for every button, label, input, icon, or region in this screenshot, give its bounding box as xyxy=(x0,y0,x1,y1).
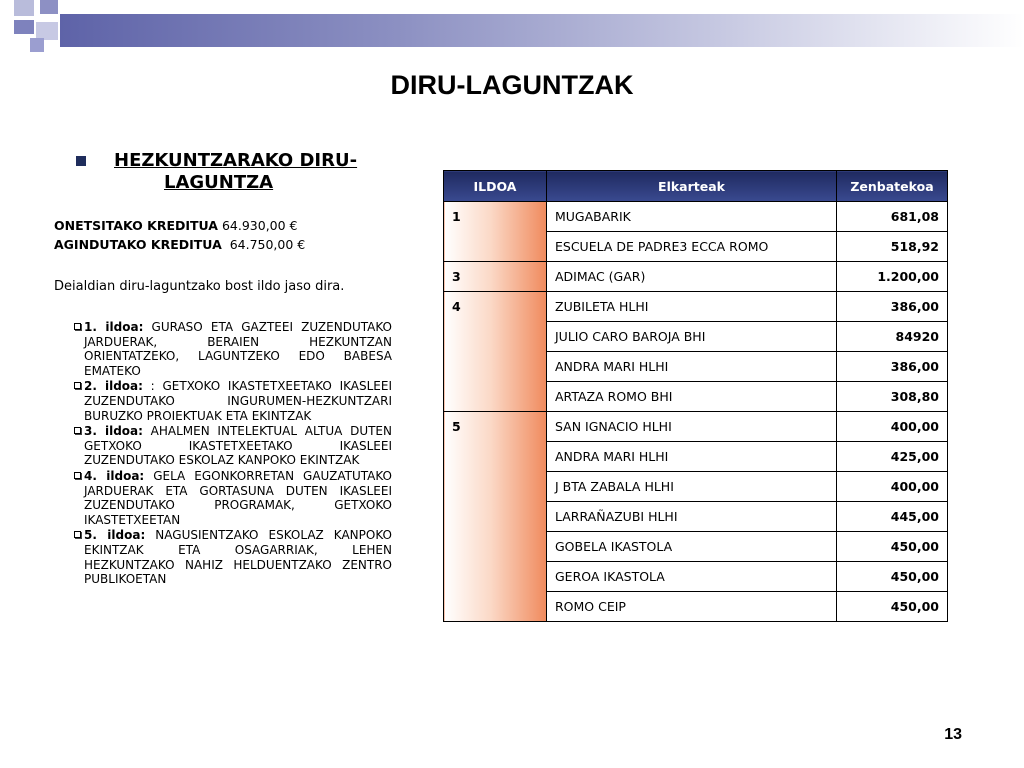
square-bullet-icon xyxy=(76,156,86,166)
ildo-text: GELA EGONKORRETAN GAUZATUTAKO JARDUERAK ETA GORTASUNA DUTEN IKASLEEI ZUZENDUTAKO PROGRAMAK, GETXOKO IKASTETXEETAN xyxy=(84,468,392,527)
section-heading xyxy=(76,150,396,194)
elkartea-cell: ANDRA MARI HLHI xyxy=(547,442,837,472)
ildo-lead: 3. ildoa: xyxy=(84,424,143,439)
intro-text: Deialdian diru-laguntzako bost ildo jaso dira. xyxy=(54,279,345,294)
elkartea-cell: ANDRA MARI HLHI xyxy=(547,352,837,382)
elkartea-cell: MUGABARIK xyxy=(547,202,837,232)
zenbatekoa-cell: 518,92 xyxy=(837,232,948,262)
table-header-row xyxy=(444,171,948,202)
grants-table xyxy=(443,170,948,622)
section-heading-line1: HEZKUNTZARAKO DIRU- xyxy=(114,150,358,171)
elkartea-cell: ROMO CEIP xyxy=(547,592,837,622)
credit-label: ONETSITAKO KREDITUA xyxy=(54,218,218,233)
elkartea-cell: GOBELA IKASTOLA xyxy=(547,532,837,562)
credit-label: AGINDUTAKO KREDITUA xyxy=(54,237,222,252)
decorative-square xyxy=(14,20,34,34)
zenbatekoa-cell: 1.200,00 xyxy=(837,262,948,292)
zenbatekoa-cell: 450,00 xyxy=(837,532,948,562)
ildo-lead: 1. ildoa: xyxy=(84,320,144,334)
elkartea-cell: GEROA IKASTOLA xyxy=(547,562,837,592)
page-title: DIRU-LAGUNTZAK xyxy=(390,70,634,100)
checkbox-bullet-icon xyxy=(74,472,81,479)
list-item xyxy=(74,320,392,378)
ildo-text: AHALMEN INTELEKTUAL ALTUA DUTEN GETXOKO IKASTETXEETAKO IKASLEEI ZUZENDUTAKO ESKOLAZ KANPOKO EKINTZAK xyxy=(84,424,392,468)
ildoa-cell: 5 xyxy=(444,412,547,622)
zenbatekoa-cell: 400,00 xyxy=(837,472,948,502)
ildo-lead: 2. ildoa: xyxy=(84,379,143,394)
ildo-lead: 5. ildoa: xyxy=(84,528,146,543)
ildo-text: : GETXOKO IKASTETXEETAKO IKASLEEI ZUZENDUTAKO INGURUMEN-HEZKUNTZARI BURUZKO PROIEKTUAK ETA EKINTZAK xyxy=(84,379,392,423)
list-item xyxy=(74,379,392,423)
zenbatekoa-cell: 386,00 xyxy=(837,292,948,322)
ildo-text: NAGUSIENTZAKO ESKOLAZ KANPOKO EKINTZAK ETA OSAGARRIAK, LEHEN HEZKUNTZAKO NAHIZ HELDUENTZAKO ZENTRO PUBLIKOETAN xyxy=(84,528,392,587)
ildo-lead: 4. ildoa: xyxy=(84,468,145,483)
ildoa-cell: 4 xyxy=(444,292,547,412)
table-row xyxy=(444,262,948,292)
elkartea-cell: ESCUELA DE PADRE3 ECCA ROMO xyxy=(547,232,837,262)
ildo-list xyxy=(74,320,392,588)
checkbox-bullet-icon xyxy=(74,382,81,389)
zenbatekoa-cell: 425,00 xyxy=(837,442,948,472)
table-row xyxy=(444,412,948,442)
ildoa-cell: 3 xyxy=(444,262,547,292)
table-row xyxy=(444,202,948,232)
elkartea-cell: ADIMAC (GAR) xyxy=(547,262,837,292)
table-row xyxy=(444,292,948,322)
ildo-text: GURASO ETA GAZTEEI ZUZENDUTAKO JARDUERAK, BERAIEN HEZKUNTZAN ORIENTATZEKO, LAGUNTZEKO EDO BABESA EMATEKO xyxy=(84,320,393,378)
list-item xyxy=(74,469,392,527)
list-item xyxy=(74,424,392,468)
elkartea-cell: JULIO CARO BAROJA BHI xyxy=(547,322,837,352)
section-heading-line2: LAGUNTZA xyxy=(164,172,274,193)
credit-assigned xyxy=(54,235,305,254)
zenbatekoa-cell: 445,00 xyxy=(837,502,948,532)
zenbatekoa-cell: 450,00 xyxy=(837,592,948,622)
checkbox-bullet-icon xyxy=(74,323,81,330)
header-elkarteak: Elkarteak xyxy=(547,171,837,202)
zenbatekoa-cell: 681,08 xyxy=(837,202,948,232)
elkartea-cell: SAN IGNACIO HLHI xyxy=(547,412,837,442)
header-zenbatekoa: Zenbatekoa xyxy=(837,171,948,202)
elkartea-cell: LARRAÑAZUBI HLHI xyxy=(547,502,837,532)
zenbatekoa-cell: 84920 xyxy=(837,322,948,352)
elkartea-cell: J BTA ZABALA HLHI xyxy=(547,472,837,502)
zenbatekoa-cell: 450,00 xyxy=(837,562,948,592)
credit-value: 64.750,00 € xyxy=(221,237,306,252)
zenbatekoa-cell: 386,00 xyxy=(837,352,948,382)
zenbatekoa-cell: 400,00 xyxy=(837,412,948,442)
credit-approved xyxy=(54,216,305,235)
decorative-square xyxy=(14,0,34,16)
header-ildoa: ILDOA xyxy=(444,171,547,202)
table-body xyxy=(444,202,948,622)
list-item xyxy=(74,528,392,586)
credit-value: 64.930,00 € xyxy=(217,218,298,233)
decorative-square xyxy=(30,38,44,52)
ildoa-cell: 1 xyxy=(444,202,547,262)
header-gradient-bar xyxy=(60,14,1024,47)
checkbox-bullet-icon xyxy=(74,427,81,434)
decorative-square xyxy=(40,0,58,14)
zenbatekoa-cell: 308,80 xyxy=(837,382,948,412)
page-number: 13 xyxy=(944,726,962,743)
checkbox-bullet-icon xyxy=(74,531,81,538)
elkartea-cell: ZUBILETA HLHI xyxy=(547,292,837,322)
credits-block xyxy=(54,216,305,254)
elkartea-cell: ARTAZA ROMO BHI xyxy=(547,382,837,412)
